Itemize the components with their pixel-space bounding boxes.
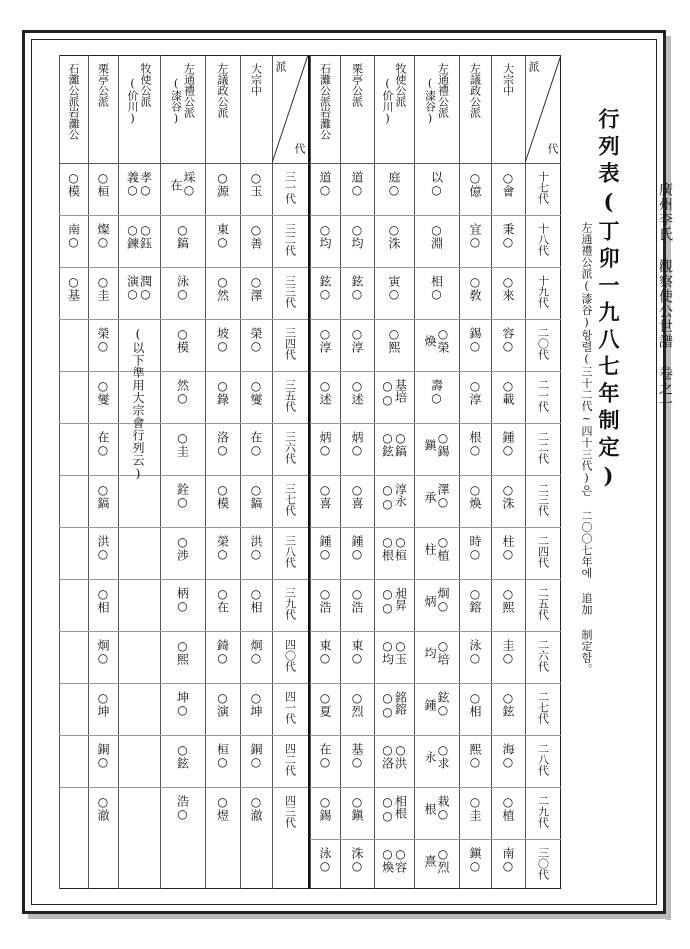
left-table-cell: 銅○ (96, 743, 110, 769)
right-table-cell: 鍾○ (318, 535, 332, 561)
right-table-row-line (310, 527, 561, 528)
right-table-cell: 庭○ (387, 171, 401, 197)
left-table-cell: 埰○ 在 (169, 171, 196, 197)
left-table-row-line (59, 579, 308, 580)
left-table-cell: ○然 (215, 275, 230, 301)
left-table-cell: 東○ (215, 223, 230, 249)
left-table-cell: ○鎬 (175, 223, 190, 249)
right-table-cell: ○來 (501, 275, 515, 301)
left-table-header-5: 栗亭公派 (96, 63, 110, 107)
left-table-cell: 桓○ (215, 743, 230, 769)
right-table-row-line (310, 423, 561, 424)
right-table-header-6: 石灘公派岩灘公 (318, 63, 332, 140)
right-table-cell: 容○ (501, 327, 515, 353)
right-table-cell: 二二代 (536, 431, 550, 464)
right-table-cell: 泳○ (468, 639, 482, 665)
left-table-cell: 四三代 (283, 795, 297, 828)
right-table-cell: 洙○ (350, 847, 364, 873)
right-table-cell: 三〇代 (536, 847, 550, 880)
left-table-row-line (59, 527, 308, 528)
right-table-cell: ○浩 (318, 587, 332, 613)
left-table-cell: ○演 (215, 691, 230, 717)
left-table-cell: ○澤 (249, 275, 263, 301)
right-table-row-line (310, 839, 561, 840)
right-table-cell: 二三代 (536, 483, 550, 516)
right-table-cell: 根○ (468, 431, 482, 457)
left-table-cell: 炯○ (249, 639, 263, 665)
left-table-row-line (59, 683, 308, 684)
left-table-cell: ○相 (249, 587, 263, 613)
left-table-cell: ○在 (215, 587, 230, 613)
right-table-cell: ○鎬 ○鉉 (380, 431, 408, 457)
left-table-cell: 然○ (175, 379, 190, 405)
left-table-cell: ○善 (249, 223, 263, 249)
right-table-cell: 基○ (350, 743, 364, 769)
right-table-cell: 炯○ 炳 (423, 587, 450, 613)
left-table-cell: ○鉉 (175, 743, 190, 769)
right-table-row-line (310, 787, 561, 788)
left-table-row-line (59, 631, 308, 632)
left-table-header-6: 石灘公派岩灘公 (67, 63, 80, 140)
left-table-cell: 南○ (66, 223, 81, 249)
right-table-cell: ○均 (350, 223, 364, 249)
left-table-cell: 洪○ (249, 535, 263, 561)
left-table-cell: 四〇代 (283, 639, 297, 672)
right-table-cell: 炳○ (318, 431, 332, 457)
right-table-header-line (310, 163, 561, 164)
right-table-cell: ○鎔 (468, 587, 482, 613)
left-table-cell: 榮○ (249, 327, 263, 353)
right-table-cell: 相○ (429, 275, 444, 301)
left-table-cell: 四二代 (283, 743, 297, 776)
right-table-row-line (310, 215, 561, 216)
right-table-cell: ○圭 (468, 795, 482, 821)
subtitle-note: 左通禮公派(漆谷)항렬(三十二代~四十三代)은 二〇〇七年에 追加 制定함。 (580, 222, 593, 675)
right-table-cell: ○億 (468, 171, 482, 197)
left-table-cell: ○玉 (249, 171, 263, 197)
right-table-cell: 二六代 (536, 639, 550, 672)
right-table-cell: 南○ (501, 847, 515, 873)
left-table-cell: 在○ (249, 431, 263, 457)
right-table-cell: ○煥 (468, 483, 482, 509)
right-table-cell: 二〇代 (536, 327, 550, 360)
left-table-cell: 三九代 (283, 587, 297, 620)
right-table-cell: 鉉○ 鍾 (423, 691, 450, 717)
right-table-cell: 二八代 (536, 743, 550, 776)
left-table-header-1: 大宗中 (249, 63, 263, 96)
right-table-row-line (310, 371, 561, 372)
right-table-cell: 栽○ 根 (423, 795, 450, 821)
right-table-cell: 鎭○ (468, 847, 482, 873)
left-table-cell: ○基 (66, 275, 81, 301)
right-table-cell: ○錫 (318, 795, 332, 821)
left-table-cell: 坤○ (175, 691, 190, 717)
right-table-header-dai: 代 (546, 143, 559, 154)
left-table-cell: 在○ (96, 431, 110, 457)
right-table-cell: 二一代 (536, 379, 550, 412)
left-table-cell: 孝○ 義○ (125, 171, 153, 197)
left-table-cell: ○渉 (175, 535, 190, 561)
footnote-note: (以下準用大宗會行列云) (131, 327, 145, 481)
right-table-cell: 柱○ (501, 535, 515, 561)
left-table-header-3: 左通禮公派 (漆谷) (169, 63, 196, 125)
right-table-cell: ○植 (501, 795, 515, 821)
left-table-cell: 四一代 (283, 691, 297, 724)
right-table-cell: ○錫 鎭 (423, 431, 450, 457)
left-table-cell: 錡○ (215, 639, 230, 665)
left-table-row-line (59, 215, 308, 216)
right-table-cell: ○淳 (318, 327, 332, 353)
right-table-cell: 昶昇 ○○ (380, 587, 408, 615)
right-table-cell: 炳○ (350, 431, 364, 457)
left-table-cell: ○澈 (249, 795, 263, 821)
left-table-cell: ○燮 (96, 379, 110, 405)
right-table-cell: 鍾○ (501, 431, 515, 457)
right-table-cell: ○熙 (387, 327, 401, 353)
left-table-cell: 泳○ (175, 275, 190, 301)
right-table-cell: ○均 (318, 223, 332, 249)
right-table-cell: ○容 ○煥 (380, 847, 408, 873)
right-table-cell: 相根 ○○ (380, 795, 408, 823)
left-table-header-dai: 代 (293, 143, 306, 154)
right-table-cell: 海○ (501, 743, 515, 769)
right-table-header-4: 牧使公派 (价川) (381, 63, 407, 125)
left-table-cell: ○燮 (249, 379, 263, 405)
right-table-cell: 道○ (318, 171, 332, 197)
left-table-cell: ○桓 (96, 171, 110, 197)
left-table-cell: 洪○ (96, 535, 110, 561)
right-table-cell: 銘鎔 ○○ (380, 691, 408, 719)
right-table-cell: 宜○ (468, 223, 482, 249)
left-table-row-line (59, 371, 308, 372)
left-table-cell: ○圭 (175, 431, 190, 457)
left-table-cell: ○鈺 ○鍊 (125, 223, 153, 249)
right-table-header-3: 左通禮公派 (漆谷) (423, 63, 450, 125)
right-table-cell: ○浩 (350, 587, 364, 613)
left-table-row-line (59, 735, 308, 736)
right-table-cell: 以○ (429, 171, 444, 197)
right-table-row-line (310, 683, 561, 684)
left-table-cell: ○模 (66, 171, 81, 197)
left-table-cell: 銓○ (175, 483, 190, 509)
right-table-cell: 二七代 (536, 691, 550, 724)
left-table-cell: 浩○ (175, 795, 190, 821)
right-table-cell: ○洪 ○洛 (380, 743, 408, 769)
right-table-row-line (310, 579, 561, 580)
left-table-cell: 炯○ (96, 639, 110, 665)
right-table-cell: ○鎭 (350, 795, 364, 821)
left-table-header-pai: 派 (274, 61, 287, 72)
right-table-cell: 錫○ (468, 327, 482, 353)
right-table-cell: 泳○ (318, 847, 332, 873)
left-table-cell: 三六代 (283, 431, 297, 464)
right-table-cell: 寅○ (387, 275, 401, 301)
left-table-cell: ○源 (215, 171, 230, 197)
right-table-cell: 鍾○ (350, 535, 364, 561)
left-table-cell: ○坤 (96, 691, 110, 717)
right-table-cell: ○烈 熹 (423, 847, 450, 873)
right-table-cell: 道○ (350, 171, 364, 197)
right-table-cell: 十七代 (536, 171, 550, 204)
left-table-cell: ○圭 (96, 275, 110, 301)
page-title: 行列表(丁卯一九八七年制定) (596, 108, 621, 494)
right-table-cell: 圭○ (501, 639, 515, 665)
right-table-row-line (310, 475, 561, 476)
right-table-cell: ○述 (318, 379, 332, 405)
left-table-cell: ○模 (215, 483, 230, 509)
book-title: 廣州李氏 觀察使公世譜 卷之一 (657, 182, 673, 411)
left-table-cell: 銅○ (249, 743, 263, 769)
right-table-row-line (310, 631, 561, 632)
right-table-cell: 鉉○ (350, 275, 364, 301)
right-table-cell: 壽○ (429, 379, 444, 405)
right-table-cell: 二五代 (536, 587, 550, 620)
right-table-cell: ○述 (350, 379, 364, 405)
right-table-row-line (310, 267, 561, 268)
right-table-cell: 秉○ (501, 223, 515, 249)
left-table-cell: ○熙 (175, 639, 190, 665)
left-table-cell: ○錄 (215, 379, 230, 405)
right-table-cell: ○相 (468, 691, 482, 717)
right-table-cell: ○榮 煥 (423, 327, 450, 353)
left-table-cell: 三四代 (283, 327, 297, 360)
right-table-cell: 時○ (468, 535, 482, 561)
right-table-cell: ○載 (501, 379, 515, 405)
right-table-cell: 十九代 (536, 275, 550, 308)
left-table-header-2: 左議政公派 (216, 63, 229, 118)
right-table-cell: 熙○ (468, 743, 482, 769)
right-table-cell: ○喜 (350, 483, 364, 509)
right-table-cell: ○桓 ○根 (380, 535, 408, 561)
right-table-cell: ○夏 (318, 691, 332, 717)
left-table-cell: 潤○ 演○ (125, 275, 153, 301)
left-table-cell: 三五代 (283, 379, 297, 412)
left-table-row-line (59, 319, 308, 320)
left-table-cell: ○澈 (96, 795, 110, 821)
left-table-cell: ○模 (175, 327, 190, 353)
left-table-cell: 柄○ (175, 587, 190, 613)
left-table-row-line (59, 267, 308, 268)
right-table-cell: ○求 永 (423, 743, 450, 769)
right-table-cell: 鉉○ (318, 275, 332, 301)
left-table-cell: 洛○ (215, 431, 230, 457)
right-table-cell: ○洙 (387, 223, 401, 249)
right-table-cell: 澤○ 承 (423, 483, 450, 509)
page-shadow-bottom (28, 914, 671, 919)
left-table-header-4: 牧使公派 (价川) (126, 63, 152, 125)
right-table-cell: 二四代 (536, 535, 550, 568)
right-table-cell: 二九代 (536, 795, 550, 828)
left-table-cell: ○煜 (215, 795, 230, 821)
right-table-cell: ○洙 (501, 483, 515, 509)
right-table-cell: ○淵 (429, 223, 444, 249)
right-table-cell: ○會 (501, 171, 515, 197)
right-table-cell: ○敎 (468, 275, 482, 301)
right-table-header-2: 左議政公派 (468, 63, 482, 118)
right-table-cell: ○鉉 (501, 691, 515, 717)
right-table-row-line (310, 735, 561, 736)
left-table-cell: ○鎬 (96, 483, 110, 509)
left-table-cell: ○坤 (249, 691, 263, 717)
left-table-row-line (59, 423, 308, 424)
right-table-row-line (310, 319, 561, 320)
right-table-cell: ○培 均 (423, 639, 450, 665)
right-table-cell: 東○ (318, 639, 332, 665)
left-table-row-line (59, 787, 308, 788)
right-table-cell: ○淳 (350, 327, 364, 353)
left-table-header-line (59, 163, 308, 164)
left-table-row-line (59, 475, 308, 476)
right-table-cell: 淳永 ○○ (380, 483, 408, 511)
right-table-cell: ○玉 ○均 (380, 639, 408, 665)
right-table-header-1: 大宗中 (501, 63, 515, 96)
left-table-cell: 三八代 (283, 535, 297, 568)
right-table-cell: ○烈 (350, 691, 364, 717)
left-table-cell: 三七代 (283, 483, 297, 516)
left-table-cell: 榮○ (96, 327, 110, 353)
left-table-cell: ○鎬 (249, 483, 263, 509)
right-table-cell: ○植 柱 (423, 535, 450, 561)
left-table-cell: 坡○ (215, 327, 230, 353)
right-table-cell: ○喜 (318, 483, 332, 509)
right-table-cell: 在○ (318, 743, 332, 769)
right-table-cell: ○熙 (501, 587, 515, 613)
left-table-cell: 三二代 (283, 223, 297, 256)
left-table-cell: 燦○ (96, 223, 110, 249)
right-table-cell: 基培 ○○ (380, 379, 408, 407)
left-table-cell: 三一代 (283, 171, 297, 204)
left-table-cell: 榮○ (215, 535, 230, 561)
left-table-cell: 三三代 (283, 275, 297, 308)
right-table-cell: ○淳 (468, 379, 482, 405)
right-table-cell: 十八代 (536, 223, 550, 256)
right-table-cell: 東○ (350, 639, 364, 665)
left-table-cell: ○相 (96, 587, 110, 613)
page-shadow-right (666, 36, 671, 920)
right-table-header-5: 栗亭公派 (350, 63, 364, 107)
right-table-header-pai: 派 (527, 61, 540, 72)
